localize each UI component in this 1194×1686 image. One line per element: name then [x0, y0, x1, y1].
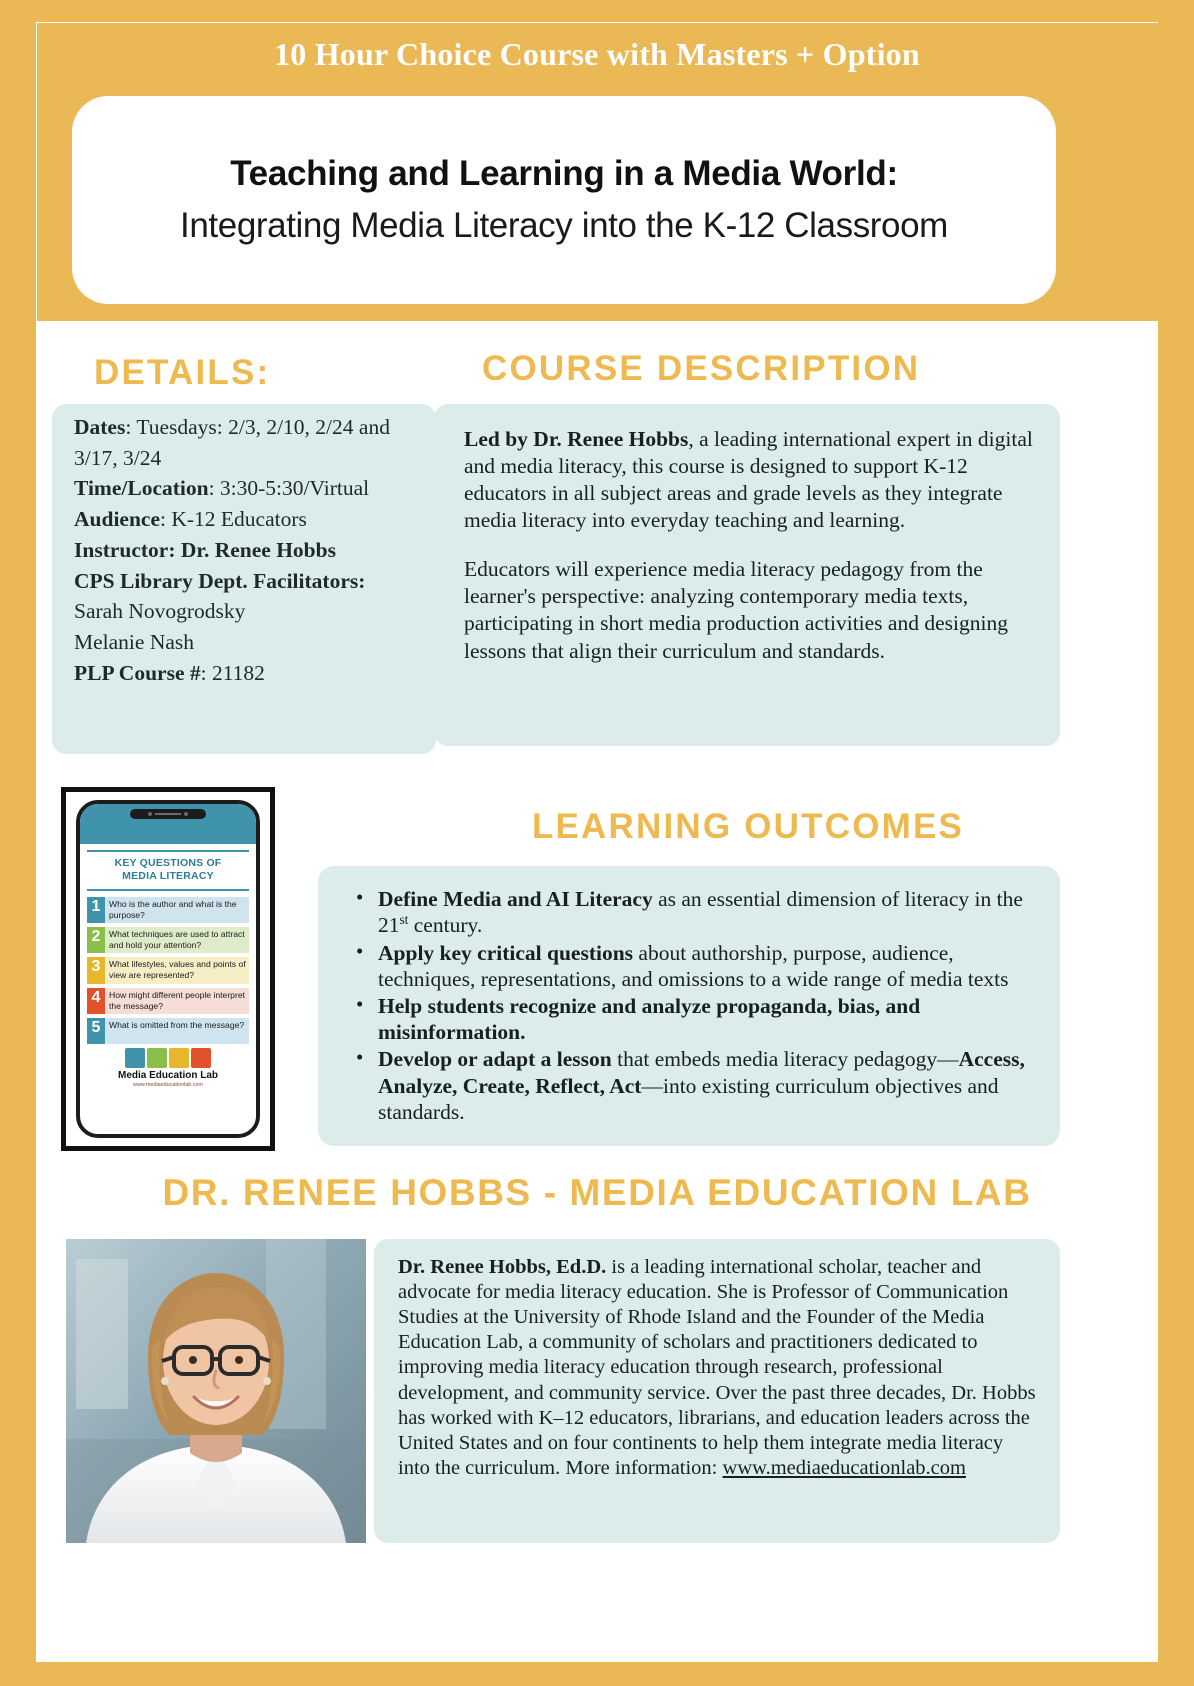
learning-outcome-item: • Help students recognize and analyze propaganda, bias, and misinformation. [348, 993, 1038, 1045]
key-question-text: Who is the author and what is the purpose? [105, 897, 249, 923]
course-description-heading: COURSE DESCRIPTION [482, 349, 921, 388]
key-question-text: What is omitted from the message? [105, 1018, 249, 1044]
key-question-number: 2 [87, 927, 105, 953]
mel-brand-name: Media Education Lab [117, 1069, 218, 1081]
learning-outcomes-box [318, 866, 1060, 1146]
course-description-para-1: Led by Dr. Renee Hobbs, a leading international expert in digital and media literacy, this course is designed to support K-12 educators in all subject areas and grade levels as they integrate media literacy into everyday teaching and learning. [464, 427, 1033, 533]
megaphone-icon [191, 1048, 211, 1068]
course-title-main: Teaching and Learning in a Media World: [230, 154, 898, 193]
renee-hobbs-photo [66, 1239, 366, 1543]
details-audience: Audience: K-12 Educators [74, 507, 307, 532]
key-question-row [87, 927, 249, 953]
key-question-number: 5 [87, 1018, 105, 1044]
phone-notch-icon [130, 809, 206, 819]
details-facilitators-label: CPS Library Dept. Facilitators: [74, 568, 366, 593]
phone-frame [76, 800, 260, 1138]
key-questions-title: KEY QUESTIONS OF MEDIA LITERACY [87, 850, 249, 891]
details-plp: PLP Course #: 21182 [74, 660, 265, 685]
body-panel [36, 321, 1158, 1662]
details-instructor: Instructor: Dr. Renee Hobbs [74, 537, 336, 562]
mel-url: www.mediaeducationlab.com [133, 1081, 203, 1088]
bio-box [374, 1239, 1060, 1543]
key-question-text: What lifestyles, values and points of view are represented? [105, 957, 249, 983]
key-question-text: How might different people interpret the message? [105, 988, 249, 1014]
banner-title: 10 Hour Choice Course with Masters + Option [274, 36, 920, 72]
learning-outcome-item: • Develop or adapt a lesson that embeds media literacy pedagogy—Access, Analyze, Create, Reflect, Act—into existing curriculum objectives and standards. [348, 1046, 1038, 1125]
course-description-para-2: Educators will experience media literacy pedagogy from the learner's perspective: analyzing contemporary media texts, participating in short media production activities and designing lessons that align their curriculum and standards. [464, 557, 1008, 663]
bio-heading: DR. RENEE HOBBS - MEDIA EDUCATION LAB [162, 1172, 1032, 1213]
details-facilitator-1: Sarah Novogrodsky [74, 599, 246, 624]
learning-outcome-item: • Apply key critical questions about authorship, purpose, audience, techniques, representations, and omissions to a wide range of media texts [348, 940, 1038, 992]
details-heading: DETAILS: [94, 353, 271, 392]
key-question-row [87, 957, 249, 983]
mel-icon-row [87, 1048, 249, 1068]
details-dates: Dates: Tuesdays: 2/3, 2/10, 2/24 and 3/17, 3/24 [74, 415, 390, 470]
key-question-number: 1 [87, 897, 105, 923]
phone-screen [80, 844, 256, 1094]
key-question-number: 3 [87, 957, 105, 983]
learning-outcomes-heading: LEARNING OUTCOMES [531, 807, 965, 846]
media-education-lab-footer [87, 1048, 249, 1088]
learning-outcome-item: • Define Media and AI Literacy as an essential dimension of literacy in the 21st century. [348, 886, 1038, 939]
key-question-text: What techniques are used to attract and hold your attention? [105, 927, 249, 953]
title-card [72, 96, 1056, 304]
details-time: Time/Location: 3:30-5:30/Virtual [74, 476, 370, 501]
top-frame-line [36, 22, 1158, 23]
details-facilitator-2: Melanie Nash [74, 630, 195, 655]
course-description-box [434, 404, 1060, 746]
key-question-row [87, 897, 249, 923]
key-questions-phone-image [61, 787, 275, 1151]
phone-status-bar [80, 804, 256, 844]
bio-text: Dr. Renee Hobbs, Ed.D. is a leading international scholar, teacher and advocate for media literacy education. She is Professor of Communication Studies at the University of Rhode Island and the Founder of the Media Education Lab, a community of scholars and practitioners dedicated to improving media literacy education through research, professional development, and community service. Over the past three decades, Dr. Hobbs has worked with K–12 educators, librarians, and education leaders across the United States and on four continents to help them integrate media literacy into the curriculum. More information: www.mediaeducationlab.com [398, 1256, 1036, 1479]
media-education-lab-link[interactable]: www.mediaeducationlab.com [722, 1456, 966, 1479]
key-question-number: 4 [87, 988, 105, 1014]
details-box [52, 404, 436, 754]
camera-icon [125, 1048, 145, 1068]
key-question-row [87, 1018, 249, 1044]
lightbulb-icon [169, 1048, 189, 1068]
key-question-row [87, 988, 249, 1014]
course-title-sub: Integrating Media Literacy into the K-12 Classroom [180, 206, 948, 245]
grid-icon [147, 1048, 167, 1068]
